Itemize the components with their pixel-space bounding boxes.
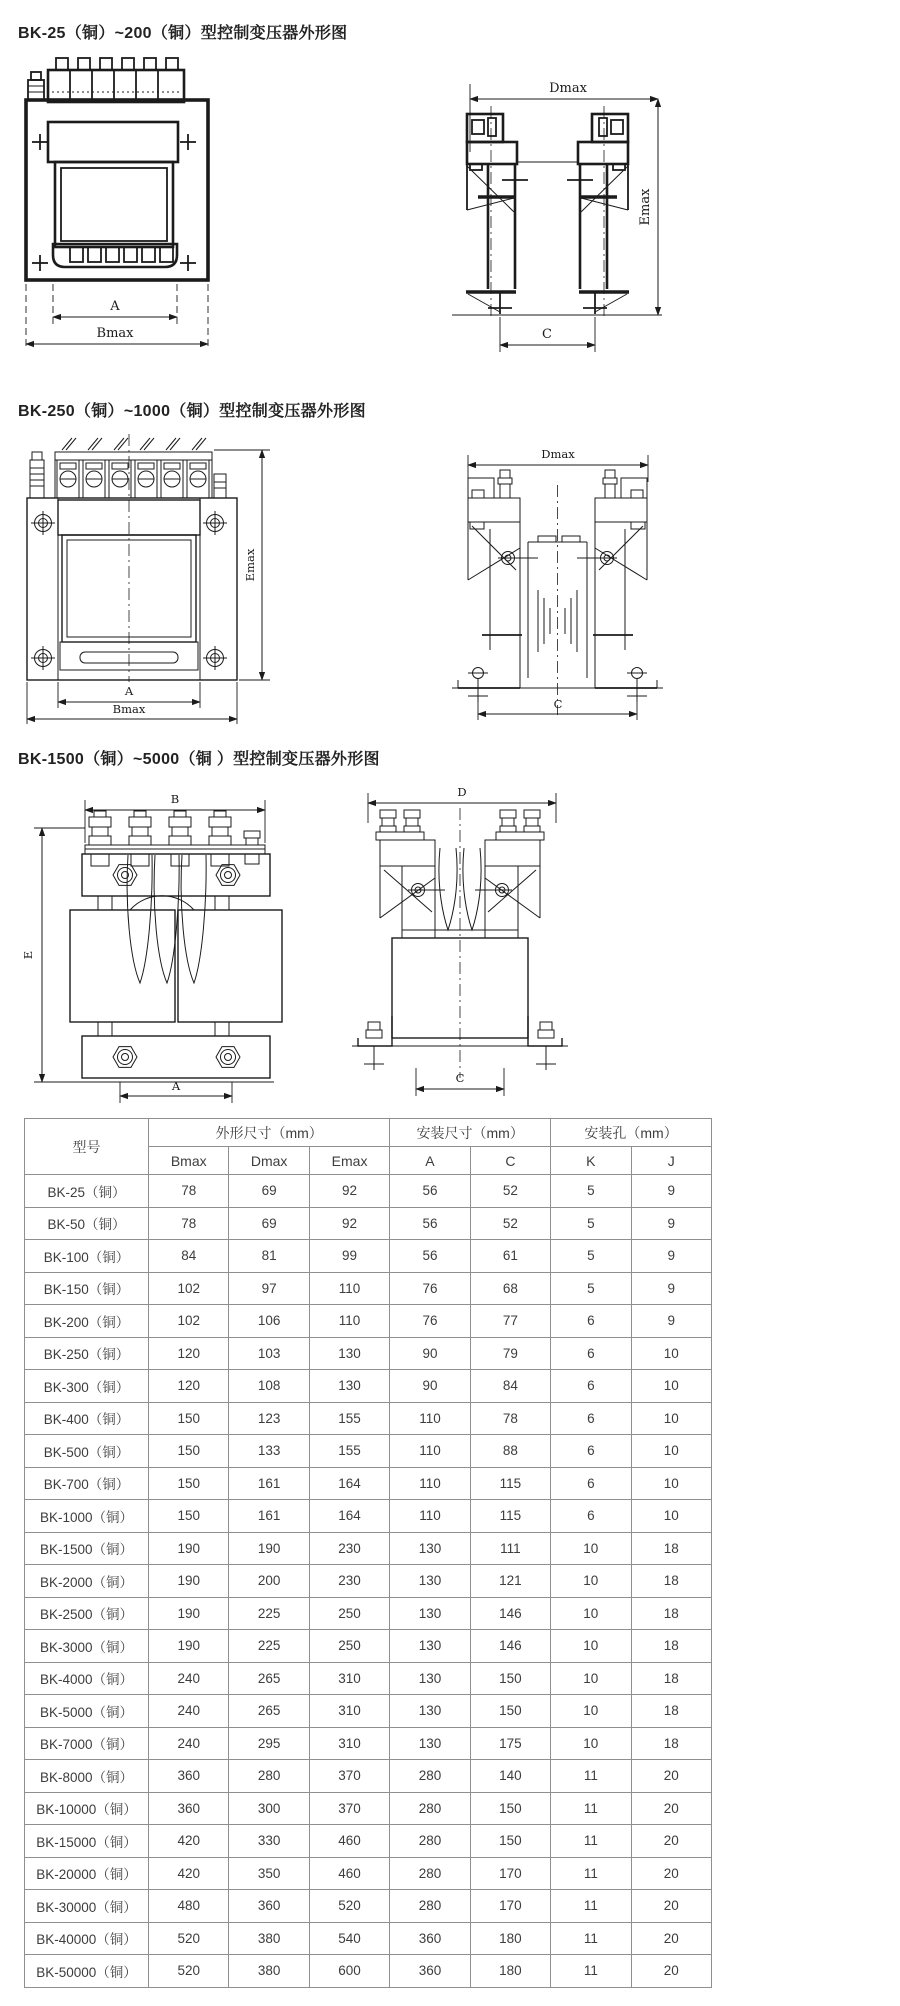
value-cell: 20 bbox=[631, 1792, 711, 1825]
model-cell: BK-7000（铜） bbox=[25, 1727, 149, 1760]
coil-left bbox=[70, 910, 175, 1022]
value-cell: 130 bbox=[390, 1662, 470, 1695]
value-cell: 130 bbox=[390, 1565, 470, 1598]
value-cell: 10 bbox=[631, 1402, 711, 1435]
table-row bbox=[25, 1792, 712, 1825]
value-cell: 18 bbox=[631, 1727, 711, 1760]
dim-label-d: D bbox=[457, 785, 467, 799]
table-row bbox=[25, 1727, 712, 1760]
dim-label-c: C bbox=[455, 1071, 465, 1085]
model-cell: BK-2500（铜） bbox=[25, 1597, 149, 1630]
section3-title: BK-1500（铜）~5000（铜 ）型控制变压器外形图 bbox=[18, 751, 380, 768]
col-header-emax: Emax bbox=[309, 1147, 389, 1175]
value-cell: 56 bbox=[390, 1175, 470, 1208]
table-row bbox=[25, 1695, 712, 1728]
table-row bbox=[25, 1955, 712, 1988]
value-cell: 225 bbox=[229, 1597, 309, 1630]
col-header-j: J bbox=[631, 1147, 711, 1175]
terminal-strip bbox=[55, 438, 212, 498]
table-body bbox=[25, 1175, 712, 1988]
value-cell: 350 bbox=[229, 1857, 309, 1890]
value-cell: 11 bbox=[551, 1922, 631, 1955]
value-cell: 9 bbox=[631, 1240, 711, 1273]
value-cell: 68 bbox=[470, 1272, 550, 1305]
value-cell: 280 bbox=[390, 1857, 470, 1890]
value-cell: 10 bbox=[551, 1662, 631, 1695]
value-cell: 150 bbox=[149, 1467, 229, 1500]
side-view-bk1500-5000 bbox=[350, 778, 570, 1108]
table-row bbox=[25, 1272, 712, 1305]
value-cell: 10 bbox=[631, 1337, 711, 1370]
upper-clamp-plate bbox=[82, 854, 270, 896]
dimension-emax bbox=[214, 450, 270, 680]
transformer-leg bbox=[466, 114, 528, 314]
value-cell: 78 bbox=[149, 1207, 229, 1240]
value-cell: 9 bbox=[631, 1305, 711, 1338]
value-cell: 10 bbox=[551, 1565, 631, 1598]
value-cell: 18 bbox=[631, 1565, 711, 1598]
value-cell: 78 bbox=[470, 1402, 550, 1435]
value-cell: 250 bbox=[309, 1630, 389, 1663]
model-cell: BK-100（铜） bbox=[25, 1240, 149, 1273]
value-cell: 175 bbox=[470, 1727, 550, 1760]
table-row bbox=[25, 1630, 712, 1663]
value-cell: 97 bbox=[229, 1272, 309, 1305]
value-cell: 20 bbox=[631, 1922, 711, 1955]
value-cell: 310 bbox=[309, 1662, 389, 1695]
model-cell: BK-150（铜） bbox=[25, 1272, 149, 1305]
value-cell: 520 bbox=[149, 1922, 229, 1955]
top-bolt-cluster bbox=[376, 810, 445, 938]
side-view-bk250-1000 bbox=[450, 430, 665, 725]
value-cell: 130 bbox=[390, 1597, 470, 1630]
value-cell: 110 bbox=[390, 1435, 470, 1468]
col-header-a: A bbox=[390, 1147, 470, 1175]
value-cell: 6 bbox=[551, 1337, 631, 1370]
value-cell: 330 bbox=[229, 1825, 309, 1858]
value-cell: 79 bbox=[470, 1337, 550, 1370]
dim-label-dmax: Dmax bbox=[541, 447, 575, 461]
lower-clamp-plate bbox=[82, 1036, 270, 1078]
value-cell: 240 bbox=[149, 1727, 229, 1760]
value-cell: 6 bbox=[551, 1402, 631, 1435]
value-cell: 110 bbox=[390, 1402, 470, 1435]
value-cell: 190 bbox=[149, 1565, 229, 1598]
value-cell: 115 bbox=[470, 1500, 550, 1533]
table-row bbox=[25, 1402, 712, 1435]
value-cell: 420 bbox=[149, 1825, 229, 1858]
model-cell: BK-1000（铜） bbox=[25, 1500, 149, 1533]
dimension-a bbox=[53, 284, 177, 327]
value-cell: 69 bbox=[229, 1175, 309, 1208]
value-cell: 133 bbox=[229, 1435, 309, 1468]
value-cell: 150 bbox=[470, 1662, 550, 1695]
value-cell: 81 bbox=[229, 1240, 309, 1273]
coil-cap bbox=[48, 122, 178, 162]
value-cell: 10 bbox=[551, 1597, 631, 1630]
value-cell: 190 bbox=[149, 1630, 229, 1663]
dim-label-c: C bbox=[553, 697, 563, 711]
value-cell: 11 bbox=[551, 1955, 631, 1988]
value-cell: 240 bbox=[149, 1662, 229, 1695]
value-cell: 380 bbox=[229, 1955, 309, 1988]
col-header-c: C bbox=[470, 1147, 550, 1175]
model-cell: BK-500（铜） bbox=[25, 1435, 149, 1468]
value-cell: 180 bbox=[470, 1922, 550, 1955]
front-view-bk250-1000 bbox=[18, 430, 283, 725]
dim-label-emax: Emax bbox=[243, 548, 257, 582]
value-cell: 90 bbox=[390, 1370, 470, 1403]
value-cell: 190 bbox=[229, 1532, 309, 1565]
value-cell: 265 bbox=[229, 1662, 309, 1695]
model-cell: BK-1500（铜） bbox=[25, 1532, 149, 1565]
value-cell: 102 bbox=[149, 1305, 229, 1338]
dimension-c bbox=[478, 697, 637, 720]
value-cell: 11 bbox=[551, 1760, 631, 1793]
dim-label-a: A bbox=[124, 684, 134, 698]
model-cell: BK-400（铜） bbox=[25, 1402, 149, 1435]
table-row bbox=[25, 1825, 712, 1858]
value-cell: 88 bbox=[470, 1435, 550, 1468]
value-cell: 9 bbox=[631, 1175, 711, 1208]
col-group-outline-dims: 外形尺寸（mm） bbox=[149, 1119, 390, 1147]
value-cell: 5 bbox=[551, 1272, 631, 1305]
value-cell: 6 bbox=[551, 1370, 631, 1403]
table-row bbox=[25, 1467, 712, 1500]
lead-wires bbox=[127, 855, 206, 983]
dim-label-bmax: Bmax bbox=[112, 702, 146, 716]
value-cell: 10 bbox=[631, 1467, 711, 1500]
dim-label-c: C bbox=[542, 327, 552, 342]
table-row bbox=[25, 1532, 712, 1565]
table-row bbox=[25, 1175, 712, 1208]
model-cell: BK-200（铜） bbox=[25, 1305, 149, 1338]
value-cell: 56 bbox=[390, 1207, 470, 1240]
value-cell: 200 bbox=[229, 1565, 309, 1598]
col-header-model: 型号 bbox=[25, 1119, 149, 1175]
value-cell: 130 bbox=[390, 1630, 470, 1663]
value-cell: 225 bbox=[229, 1630, 309, 1663]
model-cell: BK-2000（铜） bbox=[25, 1565, 149, 1598]
value-cell: 460 bbox=[309, 1825, 389, 1858]
mounting-cross-marks bbox=[32, 134, 196, 271]
value-cell: 11 bbox=[551, 1890, 631, 1923]
value-cell: 11 bbox=[551, 1825, 631, 1858]
dim-label-dmax: Dmax bbox=[549, 81, 587, 96]
value-cell: 280 bbox=[390, 1825, 470, 1858]
value-cell: 120 bbox=[149, 1337, 229, 1370]
lower-clamp-nuts bbox=[113, 1047, 240, 1068]
value-cell: 130 bbox=[390, 1727, 470, 1760]
value-cell: 190 bbox=[149, 1532, 229, 1565]
value-cell: 9 bbox=[631, 1207, 711, 1240]
value-cell: 420 bbox=[149, 1857, 229, 1890]
value-cell: 150 bbox=[470, 1792, 550, 1825]
table-row bbox=[25, 1922, 712, 1955]
model-cell: BK-15000（铜） bbox=[25, 1825, 149, 1858]
dimension-a bbox=[120, 1079, 232, 1103]
value-cell: 10 bbox=[551, 1727, 631, 1760]
value-cell: 370 bbox=[309, 1792, 389, 1825]
value-cell: 380 bbox=[229, 1922, 309, 1955]
dimension-table bbox=[24, 1118, 712, 1988]
value-cell: 295 bbox=[229, 1727, 309, 1760]
dimension-emax bbox=[638, 99, 658, 315]
value-cell: 150 bbox=[149, 1435, 229, 1468]
value-cell: 123 bbox=[229, 1402, 309, 1435]
value-cell: 5 bbox=[551, 1175, 631, 1208]
value-cell: 18 bbox=[631, 1597, 711, 1630]
value-cell: 240 bbox=[149, 1695, 229, 1728]
value-cell: 18 bbox=[631, 1630, 711, 1663]
value-cell: 180 bbox=[470, 1955, 550, 1988]
value-cell: 360 bbox=[229, 1890, 309, 1923]
value-cell: 110 bbox=[390, 1500, 470, 1533]
value-cell: 99 bbox=[309, 1240, 389, 1273]
table-row bbox=[25, 1370, 712, 1403]
value-cell: 76 bbox=[390, 1305, 470, 1338]
model-cell: BK-25（铜） bbox=[25, 1175, 149, 1208]
model-cell: BK-4000（铜） bbox=[25, 1662, 149, 1695]
earth-bolt bbox=[30, 452, 226, 498]
value-cell: 150 bbox=[470, 1695, 550, 1728]
value-cell: 77 bbox=[470, 1305, 550, 1338]
model-cell: BK-3000（铜） bbox=[25, 1630, 149, 1663]
value-cell: 190 bbox=[149, 1597, 229, 1630]
value-cell: 18 bbox=[631, 1532, 711, 1565]
value-cell: 11 bbox=[551, 1792, 631, 1825]
value-cell: 106 bbox=[229, 1305, 309, 1338]
value-cell: 111 bbox=[470, 1532, 550, 1565]
value-cell: 61 bbox=[470, 1240, 550, 1273]
value-cell: 265 bbox=[229, 1695, 309, 1728]
value-cell: 130 bbox=[390, 1695, 470, 1728]
table-row bbox=[25, 1857, 712, 1890]
value-cell: 300 bbox=[229, 1792, 309, 1825]
value-cell: 10 bbox=[631, 1500, 711, 1533]
value-cell: 5 bbox=[551, 1207, 631, 1240]
dimension-e bbox=[21, 828, 85, 1082]
value-cell: 155 bbox=[309, 1435, 389, 1468]
value-cell: 161 bbox=[229, 1500, 309, 1533]
value-cell: 170 bbox=[470, 1857, 550, 1890]
dim-label-emax: Emax bbox=[638, 188, 653, 226]
value-cell: 18 bbox=[631, 1695, 711, 1728]
value-cell: 164 bbox=[309, 1500, 389, 1533]
value-cell: 10 bbox=[631, 1435, 711, 1468]
value-cell: 520 bbox=[309, 1890, 389, 1923]
model-cell: BK-8000（铜） bbox=[25, 1760, 149, 1793]
table-row bbox=[25, 1662, 712, 1695]
dim-label-b: B bbox=[170, 792, 180, 806]
upper-clamp-nuts bbox=[113, 865, 240, 886]
value-cell: 280 bbox=[390, 1760, 470, 1793]
value-cell: 76 bbox=[390, 1272, 470, 1305]
terminal-bolts bbox=[85, 811, 265, 866]
value-cell: 10 bbox=[551, 1532, 631, 1565]
value-cell: 92 bbox=[309, 1207, 389, 1240]
value-cell: 9 bbox=[631, 1272, 711, 1305]
value-cell: 161 bbox=[229, 1467, 309, 1500]
col-group-mounting-holes: 安装孔（mm） bbox=[551, 1119, 712, 1147]
table-row bbox=[25, 1435, 712, 1468]
value-cell: 20 bbox=[631, 1760, 711, 1793]
value-cell: 130 bbox=[309, 1370, 389, 1403]
value-cell: 110 bbox=[309, 1272, 389, 1305]
value-cell: 20 bbox=[631, 1825, 711, 1858]
value-cell: 10 bbox=[551, 1630, 631, 1663]
value-cell: 310 bbox=[309, 1727, 389, 1760]
value-cell: 110 bbox=[309, 1305, 389, 1338]
col-header-dmax: Dmax bbox=[229, 1147, 309, 1175]
model-cell: BK-40000（铜） bbox=[25, 1922, 149, 1955]
value-cell: 280 bbox=[390, 1890, 470, 1923]
dim-label-a: A bbox=[171, 1079, 181, 1093]
value-cell: 10 bbox=[551, 1695, 631, 1728]
value-cell: 280 bbox=[229, 1760, 309, 1793]
value-cell: 310 bbox=[309, 1695, 389, 1728]
model-cell: BK-700（铜） bbox=[25, 1467, 149, 1500]
value-cell: 146 bbox=[470, 1630, 550, 1663]
value-cell: 92 bbox=[309, 1175, 389, 1208]
model-cell: BK-30000（铜） bbox=[25, 1890, 149, 1923]
value-cell: 460 bbox=[309, 1857, 389, 1890]
value-cell: 250 bbox=[309, 1597, 389, 1630]
value-cell: 20 bbox=[631, 1857, 711, 1890]
table-row bbox=[25, 1890, 712, 1923]
value-cell: 90 bbox=[390, 1337, 470, 1370]
model-cell: BK-300（铜） bbox=[25, 1370, 149, 1403]
value-cell: 84 bbox=[470, 1370, 550, 1403]
front-view-bk25-200 bbox=[18, 52, 218, 357]
value-cell: 20 bbox=[631, 1890, 711, 1923]
value-cell: 280 bbox=[390, 1792, 470, 1825]
dimension-c bbox=[500, 317, 595, 352]
value-cell: 110 bbox=[390, 1467, 470, 1500]
model-cell: BK-50000（铜） bbox=[25, 1955, 149, 1988]
table-row bbox=[25, 1500, 712, 1533]
table-row bbox=[25, 1207, 712, 1240]
value-cell: 150 bbox=[470, 1825, 550, 1858]
model-cell: BK-5000（铜） bbox=[25, 1695, 149, 1728]
value-cell: 120 bbox=[149, 1370, 229, 1403]
terminal-block bbox=[28, 58, 184, 102]
value-cell: 52 bbox=[470, 1175, 550, 1208]
value-cell: 230 bbox=[309, 1565, 389, 1598]
model-cell: BK-10000（铜） bbox=[25, 1792, 149, 1825]
dimension-c bbox=[416, 1068, 504, 1096]
value-cell: 360 bbox=[390, 1922, 470, 1955]
col-header-k: K bbox=[551, 1147, 631, 1175]
section2-title: BK-250（铜）~1000（铜）型控制变压器外形图 bbox=[18, 403, 366, 420]
clamp-bracket bbox=[458, 470, 538, 702]
col-group-mounting-dims: 安装尺寸（mm） bbox=[390, 1119, 551, 1147]
value-cell: 360 bbox=[390, 1955, 470, 1988]
value-cell: 6 bbox=[551, 1305, 631, 1338]
value-cell: 600 bbox=[309, 1955, 389, 1988]
value-cell: 69 bbox=[229, 1207, 309, 1240]
value-cell: 170 bbox=[470, 1890, 550, 1923]
value-cell: 56 bbox=[390, 1240, 470, 1273]
value-cell: 6 bbox=[551, 1500, 631, 1533]
value-cell: 20 bbox=[631, 1955, 711, 1988]
value-cell: 6 bbox=[551, 1435, 631, 1468]
value-cell: 370 bbox=[309, 1760, 389, 1793]
front-view-bk1500-5000 bbox=[12, 775, 295, 1105]
section1-title: BK-25（铜）~200（铜）型控制变压器外形图 bbox=[18, 25, 348, 42]
col-header-bmax: Bmax bbox=[149, 1147, 229, 1175]
model-cell: BK-250（铜） bbox=[25, 1337, 149, 1370]
value-cell: 18 bbox=[631, 1662, 711, 1695]
mounting-foot bbox=[358, 1016, 392, 1070]
table-row bbox=[25, 1760, 712, 1793]
value-cell: 11 bbox=[551, 1857, 631, 1890]
value-cell: 108 bbox=[229, 1370, 309, 1403]
side-view-bk25-200 bbox=[450, 62, 670, 362]
value-cell: 115 bbox=[470, 1467, 550, 1500]
value-cell: 540 bbox=[309, 1922, 389, 1955]
value-cell: 102 bbox=[149, 1272, 229, 1305]
value-cell: 520 bbox=[149, 1955, 229, 1988]
value-cell: 52 bbox=[470, 1207, 550, 1240]
dim-label-bmax: Bmax bbox=[96, 326, 134, 341]
table-row bbox=[25, 1240, 712, 1273]
value-cell: 146 bbox=[470, 1597, 550, 1630]
value-cell: 230 bbox=[309, 1532, 389, 1565]
value-cell: 140 bbox=[470, 1760, 550, 1793]
dim-label-e: E bbox=[21, 950, 35, 960]
value-cell: 360 bbox=[149, 1792, 229, 1825]
value-cell: 84 bbox=[149, 1240, 229, 1273]
value-cell: 130 bbox=[390, 1532, 470, 1565]
table-row bbox=[25, 1597, 712, 1630]
value-cell: 164 bbox=[309, 1467, 389, 1500]
value-cell: 480 bbox=[149, 1890, 229, 1923]
table-row bbox=[25, 1337, 712, 1370]
value-cell: 150 bbox=[149, 1500, 229, 1533]
value-cell: 155 bbox=[309, 1402, 389, 1435]
value-cell: 6 bbox=[551, 1467, 631, 1500]
value-cell: 150 bbox=[149, 1402, 229, 1435]
value-cell: 78 bbox=[149, 1175, 229, 1208]
value-cell: 103 bbox=[229, 1337, 309, 1370]
coil-right bbox=[178, 910, 282, 1022]
table-row bbox=[25, 1305, 712, 1338]
value-cell: 360 bbox=[149, 1760, 229, 1793]
table-row bbox=[25, 1565, 712, 1598]
model-cell: BK-20000（铜） bbox=[25, 1857, 149, 1890]
model-cell: BK-50（铜） bbox=[25, 1207, 149, 1240]
core-window bbox=[55, 162, 173, 247]
value-cell: 10 bbox=[631, 1370, 711, 1403]
value-cell: 121 bbox=[470, 1565, 550, 1598]
value-cell: 130 bbox=[309, 1337, 389, 1370]
dim-label-a: A bbox=[110, 299, 120, 314]
value-cell: 5 bbox=[551, 1240, 631, 1273]
